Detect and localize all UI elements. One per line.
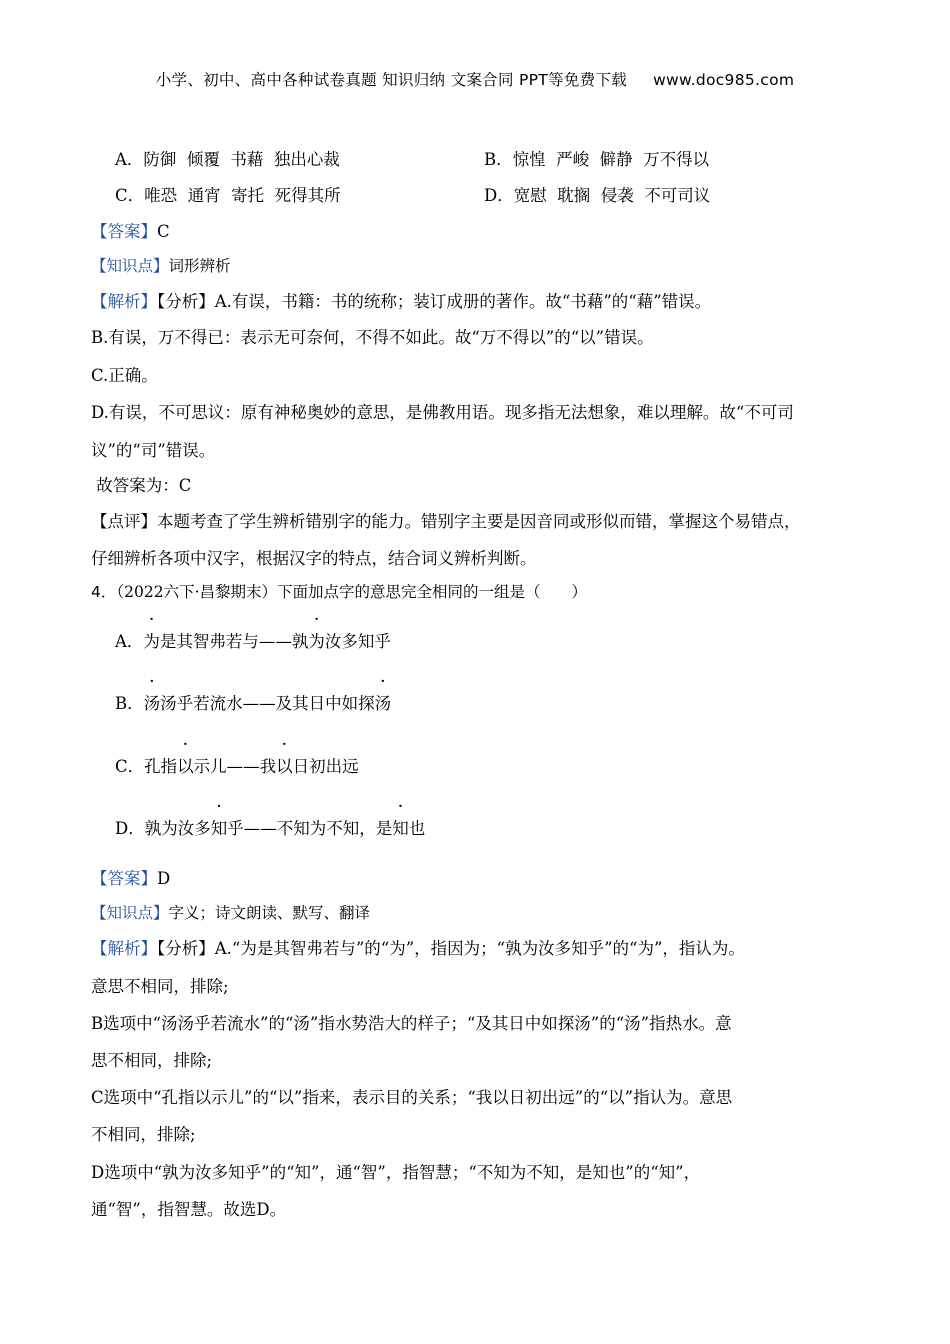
q4-answer: 【答案】D bbox=[91, 869, 171, 888]
q3-knowledge-point: 【知识点】词形辨析 bbox=[91, 257, 231, 275]
q4-knowledge-point: 【知识点】字义；诗文朗读、默写、翻译 bbox=[91, 904, 371, 922]
header-text: 小学、初中、高中各种试卷真题 知识归纳 文案合同 PPT等免费下载 bbox=[155, 71, 628, 89]
q3-option-b: B．惊惶 严峻 僻静 万不得以 bbox=[484, 150, 710, 169]
q4-analysis-line-6: 不相同，排除; bbox=[91, 1125, 196, 1144]
page-header bbox=[0, 68, 950, 90]
q3-comment-line-1: 【点评】本题考查了学生辨析错别字的能力。错别字主要是因音同或形似而错，掌握这个易错点， bbox=[91, 512, 801, 531]
emphasis-char: 知 bbox=[210, 819, 228, 838]
q3-comment-line-2: 仔细辨析各项中汉字，根据汉字的特点，结合词义辨析判断。 bbox=[91, 549, 537, 568]
emphasis-char: 知 bbox=[392, 819, 409, 838]
q3-analysis-line-5: 议”的“司”错误。 bbox=[91, 441, 216, 460]
fx-label: 【分析】 bbox=[157, 292, 215, 311]
q4-option-b: B．汤汤乎若流水——及其日中如探汤 bbox=[115, 690, 391, 714]
q4-option-a: A．为是其智弗若与——孰为汝多知乎 bbox=[115, 628, 391, 652]
q4-analysis-line-4: 思不相同，排除; bbox=[91, 1051, 213, 1070]
fx-label: 【分析】 bbox=[157, 939, 215, 958]
emphasis-char: 以 bbox=[276, 757, 293, 776]
q4-analysis-line-1: 【解析】【分析】A.“为是其智弗若与”的“为”，指因为；“孰为汝多知乎”的“为”，指认为。 bbox=[91, 939, 745, 958]
q3-final-answer: 故答案为：C bbox=[91, 476, 192, 495]
q4-number: 4． bbox=[91, 583, 117, 601]
q3-analysis-line-4: D.有误，不可思议：原有神秘奥妙的意思，是佛教用语。现多指无法想象，难以理解。故“不可司 bbox=[91, 403, 794, 422]
jx-label: 【解析】 bbox=[91, 939, 157, 958]
q3-option-c: C．唯恐 通宵 寄托 死得其所 bbox=[115, 186, 341, 205]
emphasis-char: 为 bbox=[308, 632, 325, 651]
q3-option-a: A．防御 倾覆 书藉 独出心裁 bbox=[115, 150, 340, 169]
answer-label: 【答案】 bbox=[91, 222, 157, 241]
q3-analysis-line-2: B.有误，万不得已：表示无可奈何，不得不如此。故“万不得以”的“以”错误。 bbox=[91, 328, 654, 347]
q3-analysis-line-3: C.正确。 bbox=[91, 366, 158, 385]
q3-answer: 【答案】C bbox=[91, 222, 170, 241]
q4-analysis-line-7: D选项中“孰为汝多知乎”的“知”，通“智”，指智慧；“不知为不知，是知也”的“知”， bbox=[91, 1163, 701, 1182]
q4-analysis-line-8: 通“智”，指智慧。故选D。 bbox=[91, 1200, 287, 1219]
emphasis-char: 汤 bbox=[374, 694, 392, 713]
q3-option-d: D．宽慰 耽搁 侵袭 不可司议 bbox=[484, 186, 711, 205]
q4-analysis-line-3: B选项中“汤汤乎若流水”的“汤”指水势浩大的样子；“及其日中如探汤”的“汤”指热水。意 bbox=[91, 1014, 732, 1033]
header-site: www.doc985.com bbox=[653, 71, 795, 89]
kp-label: 【知识点】 bbox=[91, 257, 169, 275]
dp-label: 【点评】 bbox=[91, 512, 157, 531]
q4-option-d: D．孰为汝多知乎——不知为不知，是知也 bbox=[115, 815, 425, 839]
q3-analysis-line-1: 【解析】【分析】A.有误，书籍：书的统称；装订成册的著作。故“书藉”的“藉”错误。 bbox=[91, 292, 712, 311]
q4-analysis-line-2: 意思不相同，排除; bbox=[91, 977, 229, 996]
q4-option-c: C．孔指以示儿——我以日初出远 bbox=[115, 753, 359, 777]
emphasis-char: 为 bbox=[143, 632, 160, 651]
q4-analysis-line-5: C选项中“孔指以示儿”的“以”指来，表示目的关系；“我以日初出远”的“以”指认为。意思 bbox=[91, 1088, 733, 1107]
emphasis-char: 以 bbox=[177, 757, 194, 776]
kp-label: 【知识点】 bbox=[91, 904, 169, 922]
jx-label: 【解析】 bbox=[91, 292, 157, 311]
answer-label: 【答案】 bbox=[91, 869, 157, 888]
emphasis-char: 汤 bbox=[143, 694, 161, 713]
q4-stem: 4．（2022六下·昌黎期末）下面加点字的意思完全相同的一组是（ ） bbox=[91, 583, 588, 601]
